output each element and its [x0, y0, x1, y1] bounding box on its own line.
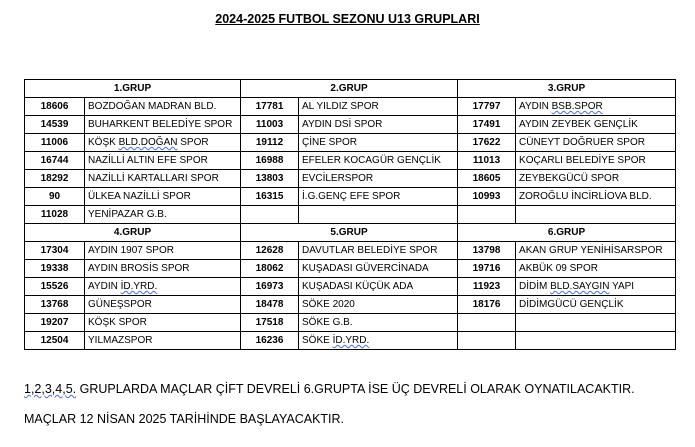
team-name: YENİPAZAR G.B. — [85, 206, 241, 224]
note-format: 1,2,3,4,5. GRUPLARDA MAÇLAR ÇİFT DEVRELİ 6.GRUPTA İSE ÜÇ DEVRELİ OLARAK OYNATILACAKTIR. — [24, 382, 635, 396]
team-code: 18606 — [25, 98, 85, 116]
table-row — [25, 188, 676, 206]
team-code: 13768 — [25, 296, 85, 314]
team-code: 15526 — [25, 278, 85, 296]
team-code: 18062 — [241, 260, 299, 278]
team-code — [458, 206, 516, 224]
team-name: DİDİMGÜCÜ GENÇLİK — [516, 296, 676, 314]
team-name: KOÇARLI BELEDİYE SPOR — [516, 152, 676, 170]
team-name: AYDIN 1907 SPOR — [85, 242, 241, 260]
team-name: SÖKE İD.YRD. — [299, 332, 458, 350]
team-name — [299, 206, 458, 224]
team-code: 17304 — [25, 242, 85, 260]
team-name: EVCİLERSPOR — [299, 170, 458, 188]
team-code: 16236 — [241, 332, 299, 350]
team-name: ZEYBEKGÜCÜ SPOR — [516, 170, 676, 188]
team-name: AYDIN ZEYBEK GENÇLİK — [516, 116, 676, 134]
team-code — [458, 332, 516, 350]
team-name: AYDIN İD.YRD. — [85, 278, 241, 296]
groups-table — [24, 79, 676, 350]
team-name: KÖŞK BLD.DOĞAN SPOR — [85, 134, 241, 152]
team-code — [241, 206, 299, 224]
team-name: AKAN GRUP YENİHİSARSPOR — [516, 242, 676, 260]
team-code: 90 — [25, 188, 85, 206]
team-name: CÜNEYT DOĞRUER SPOR — [516, 134, 676, 152]
team-code: 17781 — [241, 98, 299, 116]
table-row — [25, 278, 676, 296]
team-name: AL YILDIZ SPOR — [299, 98, 458, 116]
table-row — [25, 260, 676, 278]
table-row — [25, 296, 676, 314]
page-title: 2024-2025 FUTBOL SEZONU U13 GRUPLARI — [215, 12, 480, 26]
team-name: AYDIN DSİ SPOR — [299, 116, 458, 134]
team-name: GÜNEŞSPOR — [85, 296, 241, 314]
table-row — [25, 170, 676, 188]
team-name: YILMAZSPOR — [85, 332, 241, 350]
team-code: 12504 — [25, 332, 85, 350]
team-name: KUŞADASI KÜÇÜK ADA — [299, 278, 458, 296]
table-row — [25, 98, 676, 116]
team-code: 17797 — [458, 98, 516, 116]
team-name: BUHARKENT BELEDİYE SPOR — [85, 116, 241, 134]
table-row — [25, 116, 676, 134]
team-name: NAZİLLİ KARTALLARI SPOR — [85, 170, 241, 188]
team-code: 11006 — [25, 134, 85, 152]
team-code: 13798 — [458, 242, 516, 260]
team-name — [516, 332, 676, 350]
team-name: AYDIN BROSİS SPOR — [85, 260, 241, 278]
team-name: ZOROĞLU İNCİRLİOVA BLD. — [516, 188, 676, 206]
team-code: 16973 — [241, 278, 299, 296]
team-code: 11003 — [241, 116, 299, 134]
group-title: 6.GRUP — [458, 224, 676, 242]
team-name: KUŞADASI GÜVERCİNADA — [299, 260, 458, 278]
team-code: 11013 — [458, 152, 516, 170]
team-name: AYDIN BSB.SPOR — [516, 98, 676, 116]
team-code: 12628 — [241, 242, 299, 260]
team-code: 18605 — [458, 170, 516, 188]
team-code — [458, 314, 516, 332]
team-code: 16744 — [25, 152, 85, 170]
team-code: 18478 — [241, 296, 299, 314]
group-header-row — [25, 80, 676, 98]
team-code: 11923 — [458, 278, 516, 296]
team-name — [516, 206, 676, 224]
group-title: 3.GRUP — [458, 80, 676, 98]
table-row — [25, 152, 676, 170]
team-code: 10993 — [458, 188, 516, 206]
team-name: İ.G.GENÇ EFE SPOR — [299, 188, 458, 206]
team-code: 14539 — [25, 116, 85, 134]
team-code: 17518 — [241, 314, 299, 332]
group-title: 1.GRUP — [25, 80, 241, 98]
team-code: 19207 — [25, 314, 85, 332]
table-row — [25, 242, 676, 260]
group-title: 5.GRUP — [241, 224, 458, 242]
team-name: KÖŞK SPOR — [85, 314, 241, 332]
team-name: ÜLKEA NAZİLLİ SPOR — [85, 188, 241, 206]
table-row — [25, 332, 676, 350]
team-code: 19112 — [241, 134, 299, 152]
table-row — [25, 314, 676, 332]
team-code: 19716 — [458, 260, 516, 278]
team-name: NAZİLLİ ALTIN EFE SPOR — [85, 152, 241, 170]
team-code: 17622 — [458, 134, 516, 152]
group-title: 2.GRUP — [241, 80, 458, 98]
team-name — [516, 314, 676, 332]
team-name: BOZDOĞAN MADRAN BLD. — [85, 98, 241, 116]
team-code: 18176 — [458, 296, 516, 314]
team-code: 13803 — [241, 170, 299, 188]
team-code: 16988 — [241, 152, 299, 170]
group-title: 4.GRUP — [25, 224, 241, 242]
team-code: 18292 — [25, 170, 85, 188]
team-name: DİDİM BLD.SAYGIN YAPI — [516, 278, 676, 296]
team-code: 11028 — [25, 206, 85, 224]
team-name: EFELER KOCAGÜR GENÇLİK — [299, 152, 458, 170]
team-name: AKBÜK 09 SPOR — [516, 260, 676, 278]
team-name: SÖKE G.B. — [299, 314, 458, 332]
team-code: 17491 — [458, 116, 516, 134]
team-name: SÖKE 2020 — [299, 296, 458, 314]
table-row — [25, 206, 676, 224]
team-name: ÇİNE SPOR — [299, 134, 458, 152]
table-row — [25, 134, 676, 152]
team-name: DAVUTLAR BELEDİYE SPOR — [299, 242, 458, 260]
group-header-row — [25, 224, 676, 242]
note-start-date: MAÇLAR 12 NİSAN 2025 TARİHİNDE BAŞLAYACAKTIR. — [24, 412, 345, 426]
team-code: 19338 — [25, 260, 85, 278]
team-code: 16315 — [241, 188, 299, 206]
